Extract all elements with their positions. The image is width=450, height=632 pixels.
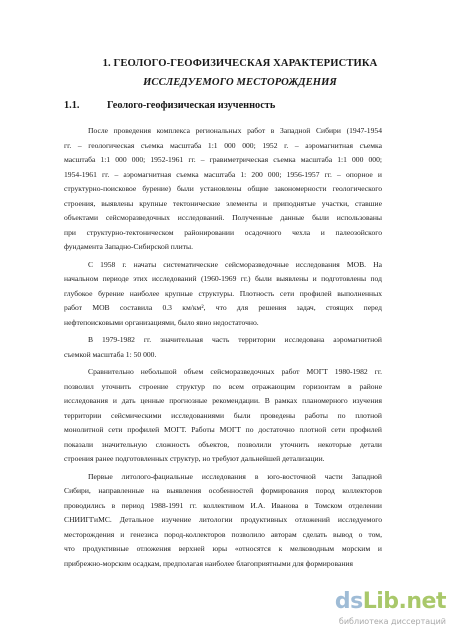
text-line: строения, выявлены крупные тектонические элементы и приподнятые участки, ставшие [64, 198, 382, 208]
section-title: Геолого-геофизическая изученность [107, 100, 276, 111]
text-line: исследования и дать ценные прогнозные рекомендации. В рамках планомерного изучения [64, 396, 382, 405]
text-line: Сибири, направленные на выявления особенностей формирования пород коллекторов [64, 486, 382, 495]
watermark-subtitle: библиотека диссертаций [338, 617, 446, 626]
text-line: 1954-1961 гг. – аэромагнитная съемка масштаба 1: 200 000; 1956-1957 гг. – опорное и [64, 169, 382, 179]
text-line: Сравнительно небольшой объем сейсморазведочных работ МОГТ 1980-1982 гг. [88, 367, 382, 376]
text-line: позволил уточнить строение структур по всем отражающим горизонтам в районе [64, 381, 382, 391]
text-line: месторождения и генезиса пород-коллекторов позволило авторам сделать вывод о том, [64, 529, 382, 539]
dslib-watermark [334, 589, 448, 629]
text-line: С 1958 г. начаты систематические сейсморазведочные исследования МОВ. На [88, 259, 382, 269]
chapter-title-line-1: 1. ГЕОЛОГО-ГЕОФИЗИЧЕСКАЯ ХАРАКТЕРИСТИКА [102, 58, 378, 69]
section-number: 1.1. [64, 100, 80, 111]
paragraph [64, 365, 382, 467]
paragraph [64, 124, 382, 255]
text-line: фундамента Западно-Сибирской плиты. [64, 242, 194, 251]
text-line: глубокое бурение наиболее крупные структуры. Плотность сети профилей выполненных [64, 288, 382, 298]
text-line: работ МОВ составила 0.3 км/км², что для решения задач, стоящих перед [64, 303, 382, 312]
section-heading [64, 100, 275, 111]
text-line: СНИИГГиМС. Детальное изучение литологии продуктивных отложений исследуемого [64, 515, 382, 524]
text-line: начальном периоде этих исследований (1960-1969 гг.) были выявлены и подготовлены под [64, 274, 382, 283]
text-line: территории сейсмическими исследованиями были проведены работы по плотной [64, 410, 382, 420]
text-line: структурно-поисковое бурение) были установлены общие закономерности геологического [64, 184, 382, 193]
text-line: гг. – геологическая съемка масштаба 1:1 000 000; 1952 г. – аэромагнитная съемка [64, 140, 382, 150]
text-line: После проведения комплекса региональных работ в Западной Сибири (1947-1954 [88, 126, 382, 135]
text-line: нефтепоисковыми организациями, было явно недостаточно. [64, 317, 259, 327]
text-line: проводились в период 1988-1991 гг. коллективом И.А. Иванова в Томском отделении [64, 500, 382, 510]
paragraph [64, 470, 382, 572]
text-line: В 1979-1982 гг. значительная часть территории исследована аэромагнитной [88, 335, 382, 344]
text-line: что продуктивные отложения верхней юры «относятся к мелководным морским и [64, 544, 382, 553]
text-line: монолитной сети профилей МОГТ. Работы МОГТ по достаточно плотной сети профилей [64, 425, 382, 434]
chapter-title-line-2: ИССЛЕДУЕМОГО МЕСТОРОЖДЕНИЯ [143, 77, 337, 88]
paragraph [64, 258, 382, 331]
text-line: масштаба 1:1 000 000; 1952-1961 гг. – гравиметрическая съемка масштаба 1:1 000 000; [64, 155, 382, 164]
chapter-title [60, 54, 420, 92]
text-line: объектами сейсморазведочных исследований. Полученные данные были использованы [64, 213, 382, 222]
body-text [64, 124, 382, 571]
text-line: съемкой масштаба 1: 50 000. [64, 349, 157, 359]
dslib-logo [335, 589, 446, 614]
text-line: строения ранее подготовленных структур, но требуют дальнейшей детализации. [64, 454, 325, 463]
logo-lib: Lib [362, 589, 399, 614]
logo-ds: ds [334, 589, 363, 614]
text-line: показали значительную сложность объектов, позволили уточнить некоторые детали [64, 439, 382, 449]
text-line: Первые литолого-фациальные исследования в юго-восточной части Западной [88, 471, 382, 481]
text-line: прибрежно-морским осадкам, предполагая наиболее благоприятными для формирования [64, 558, 353, 568]
logo-net: .net [398, 589, 446, 614]
text-line: при структурно-тектоническом районировании осадочного чехла и палеозойского [64, 227, 382, 237]
paragraph [64, 333, 382, 362]
